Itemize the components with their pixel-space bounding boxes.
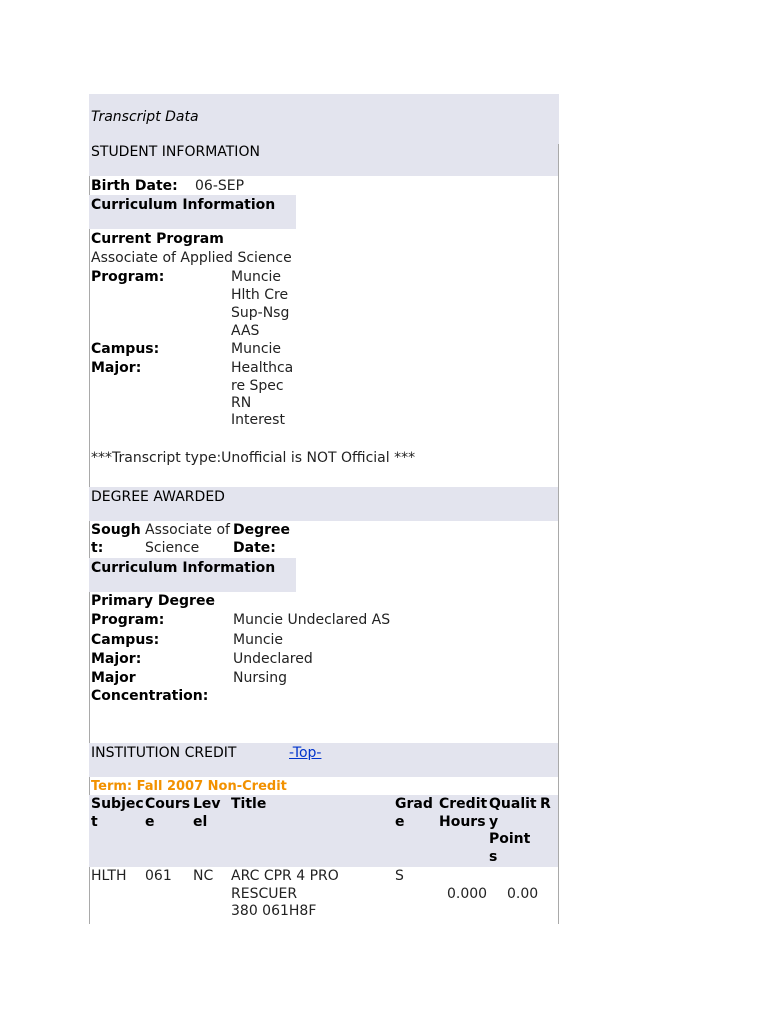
curriculum-header: Curriculum Information: [91, 560, 276, 576]
top-link[interactable]: -Top-: [289, 745, 322, 761]
major-line: Interest: [231, 412, 285, 428]
degree-campus-value: Muncie: [233, 632, 284, 648]
student-info-header: STUDENT INFORMATION: [91, 144, 260, 160]
col-header-subject: Subjec t: [91, 796, 144, 830]
cell-credit-hours: 0.000: [447, 886, 488, 902]
degree-program-label: Program:: [91, 612, 165, 628]
cell-level: NC: [193, 868, 214, 884]
concentration-label: Major: [91, 670, 136, 686]
campus-label: Campus:: [91, 341, 160, 357]
col-header-r: R: [540, 796, 551, 812]
degree-major-label: Major:: [91, 651, 142, 667]
degree-date-label: Date:: [233, 540, 276, 556]
program-line: Sup-Nsg: [231, 305, 290, 321]
birth-date-label: Birth Date:: [91, 178, 178, 194]
primary-degree-label: Primary Degree: [91, 593, 215, 609]
degree-campus-label: Campus:: [91, 632, 160, 648]
program-label: Program:: [91, 269, 165, 285]
major-line: Healthca: [231, 360, 294, 376]
program-line: Muncie: [231, 269, 282, 285]
degree-program-value: Muncie Undeclared AS: [233, 612, 391, 628]
cell-course: 061: [145, 868, 172, 884]
cell-subject: HLTH: [91, 868, 127, 884]
cell-grade: S: [395, 868, 404, 884]
major-line: RN: [231, 395, 252, 411]
col-header-quality-points: Qualit y Point s: [489, 796, 537, 865]
program-line: Hlth Cre: [231, 287, 289, 303]
degree-awarded-header: DEGREE AWARDED: [91, 489, 225, 505]
sought-label: t:: [91, 540, 104, 556]
sought-value: Science: [145, 540, 200, 556]
current-program-label: Current Program: [91, 231, 224, 247]
col-header-credit-hours: Credit Hours: [439, 796, 488, 830]
term-label: Term: Fall 2007 Non-Credit: [91, 779, 287, 794]
concentration-value: Nursing: [233, 670, 288, 686]
col-header-grade: Grad e: [395, 796, 433, 830]
transcript-page: [89, 94, 559, 924]
transcript-type-notice: ***Transcript type:Unofficial is NOT Official ***: [91, 450, 416, 466]
concentration-label: Concentration:: [91, 688, 209, 704]
col-header-level: Lev el: [193, 796, 221, 830]
degree-date-label: Degree: [233, 522, 291, 538]
major-line: re Spec: [231, 378, 284, 394]
col-header-title: Title: [231, 796, 267, 812]
sought-value: Associate of: [145, 522, 230, 538]
institution-credit-header: INSTITUTION CREDIT: [91, 745, 237, 761]
current-program-value: Associate of Applied Science: [91, 250, 292, 266]
degree-major-value: Undeclared: [233, 651, 313, 667]
campus-value: Muncie: [231, 341, 282, 357]
page-title: Transcript Data: [91, 109, 199, 125]
program-line: AAS: [231, 323, 260, 339]
major-label: Major:: [91, 360, 142, 376]
birth-date-value: 06-SEP: [195, 178, 245, 194]
cell-quality-points: 0.00: [507, 886, 539, 902]
sought-label: Sough: [91, 522, 141, 538]
col-header-course: Cours e: [145, 796, 191, 830]
cell-title: ARC CPR 4 PRO RESCUER 380 061H8F: [231, 868, 339, 919]
curriculum-header: Curriculum Information: [91, 197, 276, 213]
